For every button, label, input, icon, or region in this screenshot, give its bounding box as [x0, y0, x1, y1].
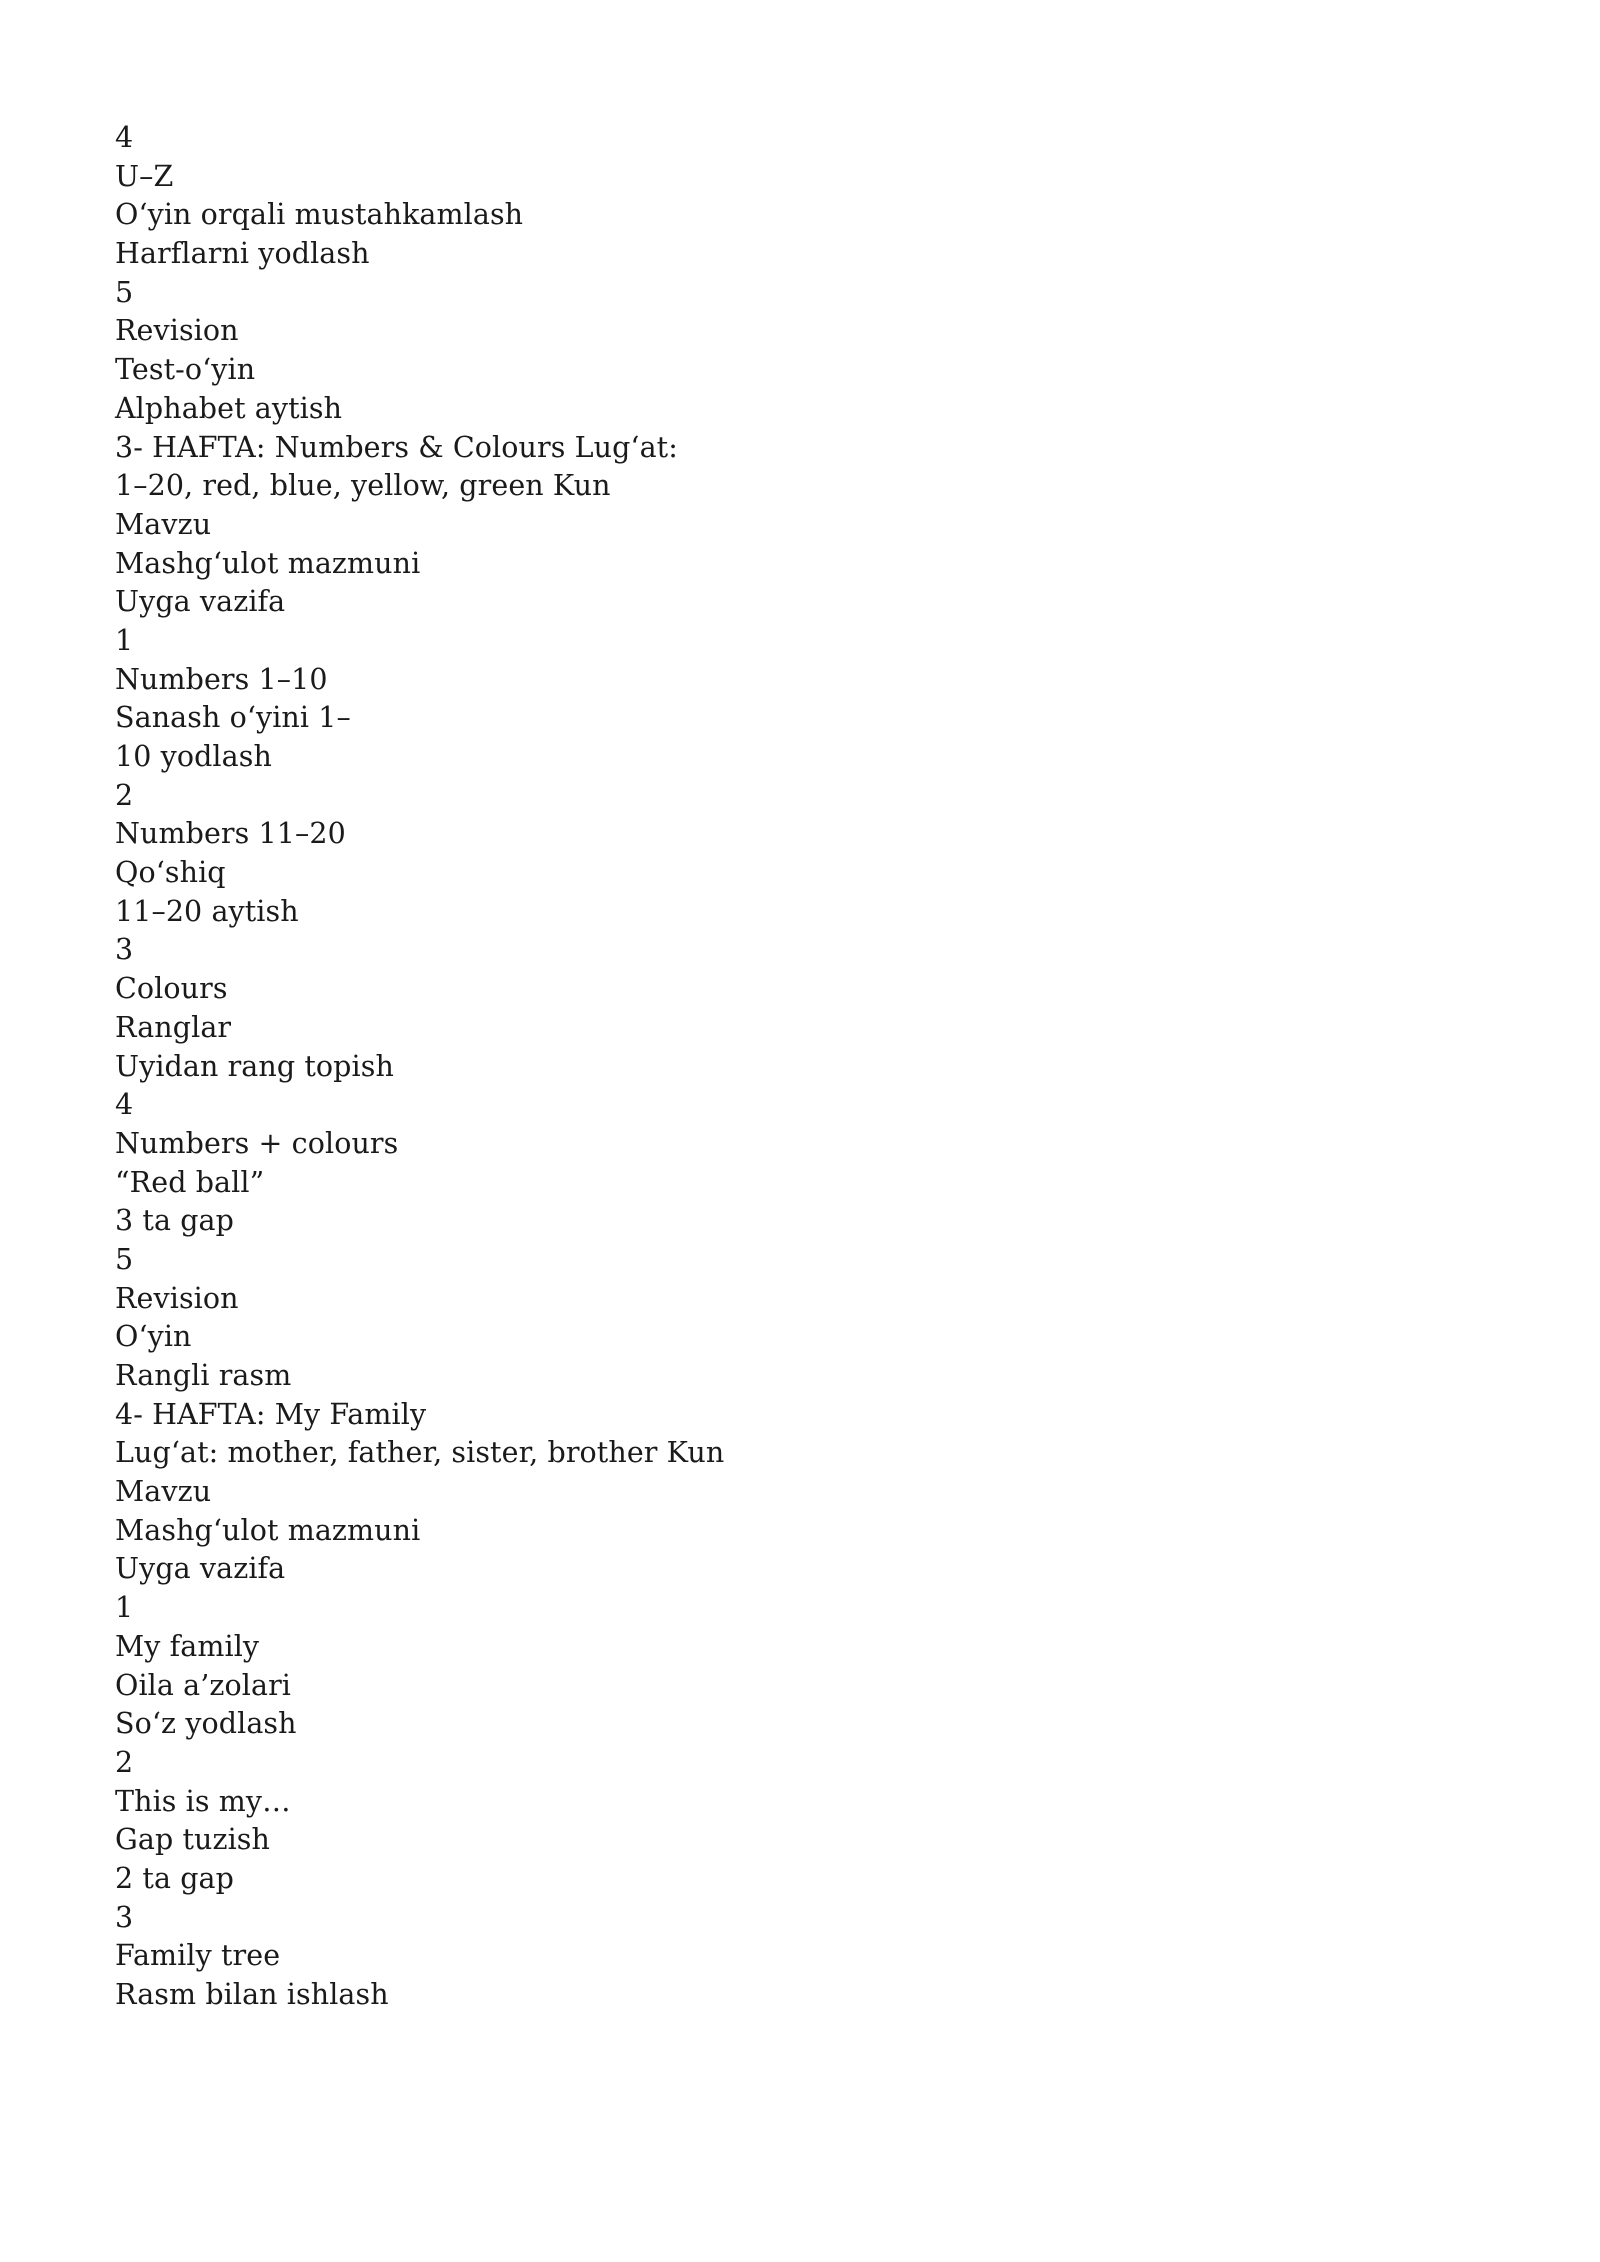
- week-3-heading: 3- HAFTA: Numbers & Colours Lug‘at:: [115, 430, 678, 464]
- line-day-number: 1: [115, 1591, 134, 1625]
- line-activity: Rasm bilan ishlash: [115, 1978, 389, 2011]
- column-header-topic: Mavzu: [115, 1475, 212, 1509]
- text-column: [115, 119, 1495, 2015]
- line-day-number: 2: [115, 778, 134, 812]
- line-topic: Family tree: [115, 1939, 281, 1973]
- line-activity: O‘yin: [115, 1320, 192, 1354]
- line-day-number: 1: [115, 623, 134, 657]
- line-day-number: 4: [115, 1088, 134, 1122]
- line-activity: “Red ball”: [115, 1165, 265, 1199]
- line-topic: Numbers 1–10: [115, 662, 328, 696]
- line-day-number: 3: [115, 1900, 134, 1934]
- line-homework: Rangli rasm: [115, 1359, 292, 1392]
- line-topic: Revision: [115, 1281, 239, 1315]
- line-topic: This is my…: [115, 1784, 291, 1818]
- line-day-number: 4: [115, 121, 134, 154]
- line-topic: My family: [115, 1629, 260, 1663]
- line-homework: Alphabet aytish: [115, 391, 343, 425]
- column-header-content: Mashg‘ulot mazmuni: [115, 546, 421, 580]
- line-topic: U–Z: [115, 159, 174, 193]
- line-homework: 2 ta gap: [115, 1861, 234, 1895]
- line-topic: Colours: [115, 972, 228, 1006]
- column-header-topic: Mavzu: [115, 507, 212, 541]
- line-homework: Harflarni yodlash: [115, 237, 370, 271]
- line-topic: Numbers 11–20: [115, 817, 346, 851]
- line-day-number: 2: [115, 1745, 134, 1779]
- line-activity: Test-o‘yin: [115, 353, 256, 387]
- column-header-homework: Uyga vazifa: [115, 585, 286, 619]
- line-activity: Sanash o‘yini 1–: [115, 701, 351, 735]
- line-topic: Revision: [115, 314, 239, 348]
- line-homework: Uyidan rang topish: [115, 1049, 394, 1083]
- week-4-heading: 4- HAFTA: My Family: [115, 1397, 427, 1431]
- line-day-number: 3: [115, 933, 134, 967]
- line-activity: Ranglar: [115, 1010, 232, 1044]
- week-4-vocabulary: Lug‘at: mother, father, sister, brother Kun: [115, 1436, 725, 1470]
- line-homework: 3 ta gap: [115, 1204, 234, 1238]
- column-header-content: Mashg‘ulot mazmuni: [115, 1513, 421, 1547]
- line-day-number: 5: [115, 1242, 134, 1276]
- line-activity: Gap tuzish: [115, 1823, 270, 1857]
- line-homework: 11–20 aytish: [115, 894, 299, 928]
- line-activity: O‘yin orqali mustahkamlash: [115, 198, 524, 232]
- line-activity: Qo‘shiq: [115, 856, 226, 890]
- line-topic: Numbers + colours: [115, 1126, 399, 1160]
- line-homework: 10 yodlash: [115, 740, 272, 773]
- column-header-homework: Uyga vazifa: [115, 1552, 286, 1586]
- line-day-number: 5: [115, 275, 134, 309]
- line-activity: Oila a’zolari: [115, 1668, 292, 1702]
- week-3-vocabulary: 1–20, red, blue, yellow, green Kun: [115, 469, 611, 503]
- line-homework: So‘z yodlash: [115, 1707, 297, 1741]
